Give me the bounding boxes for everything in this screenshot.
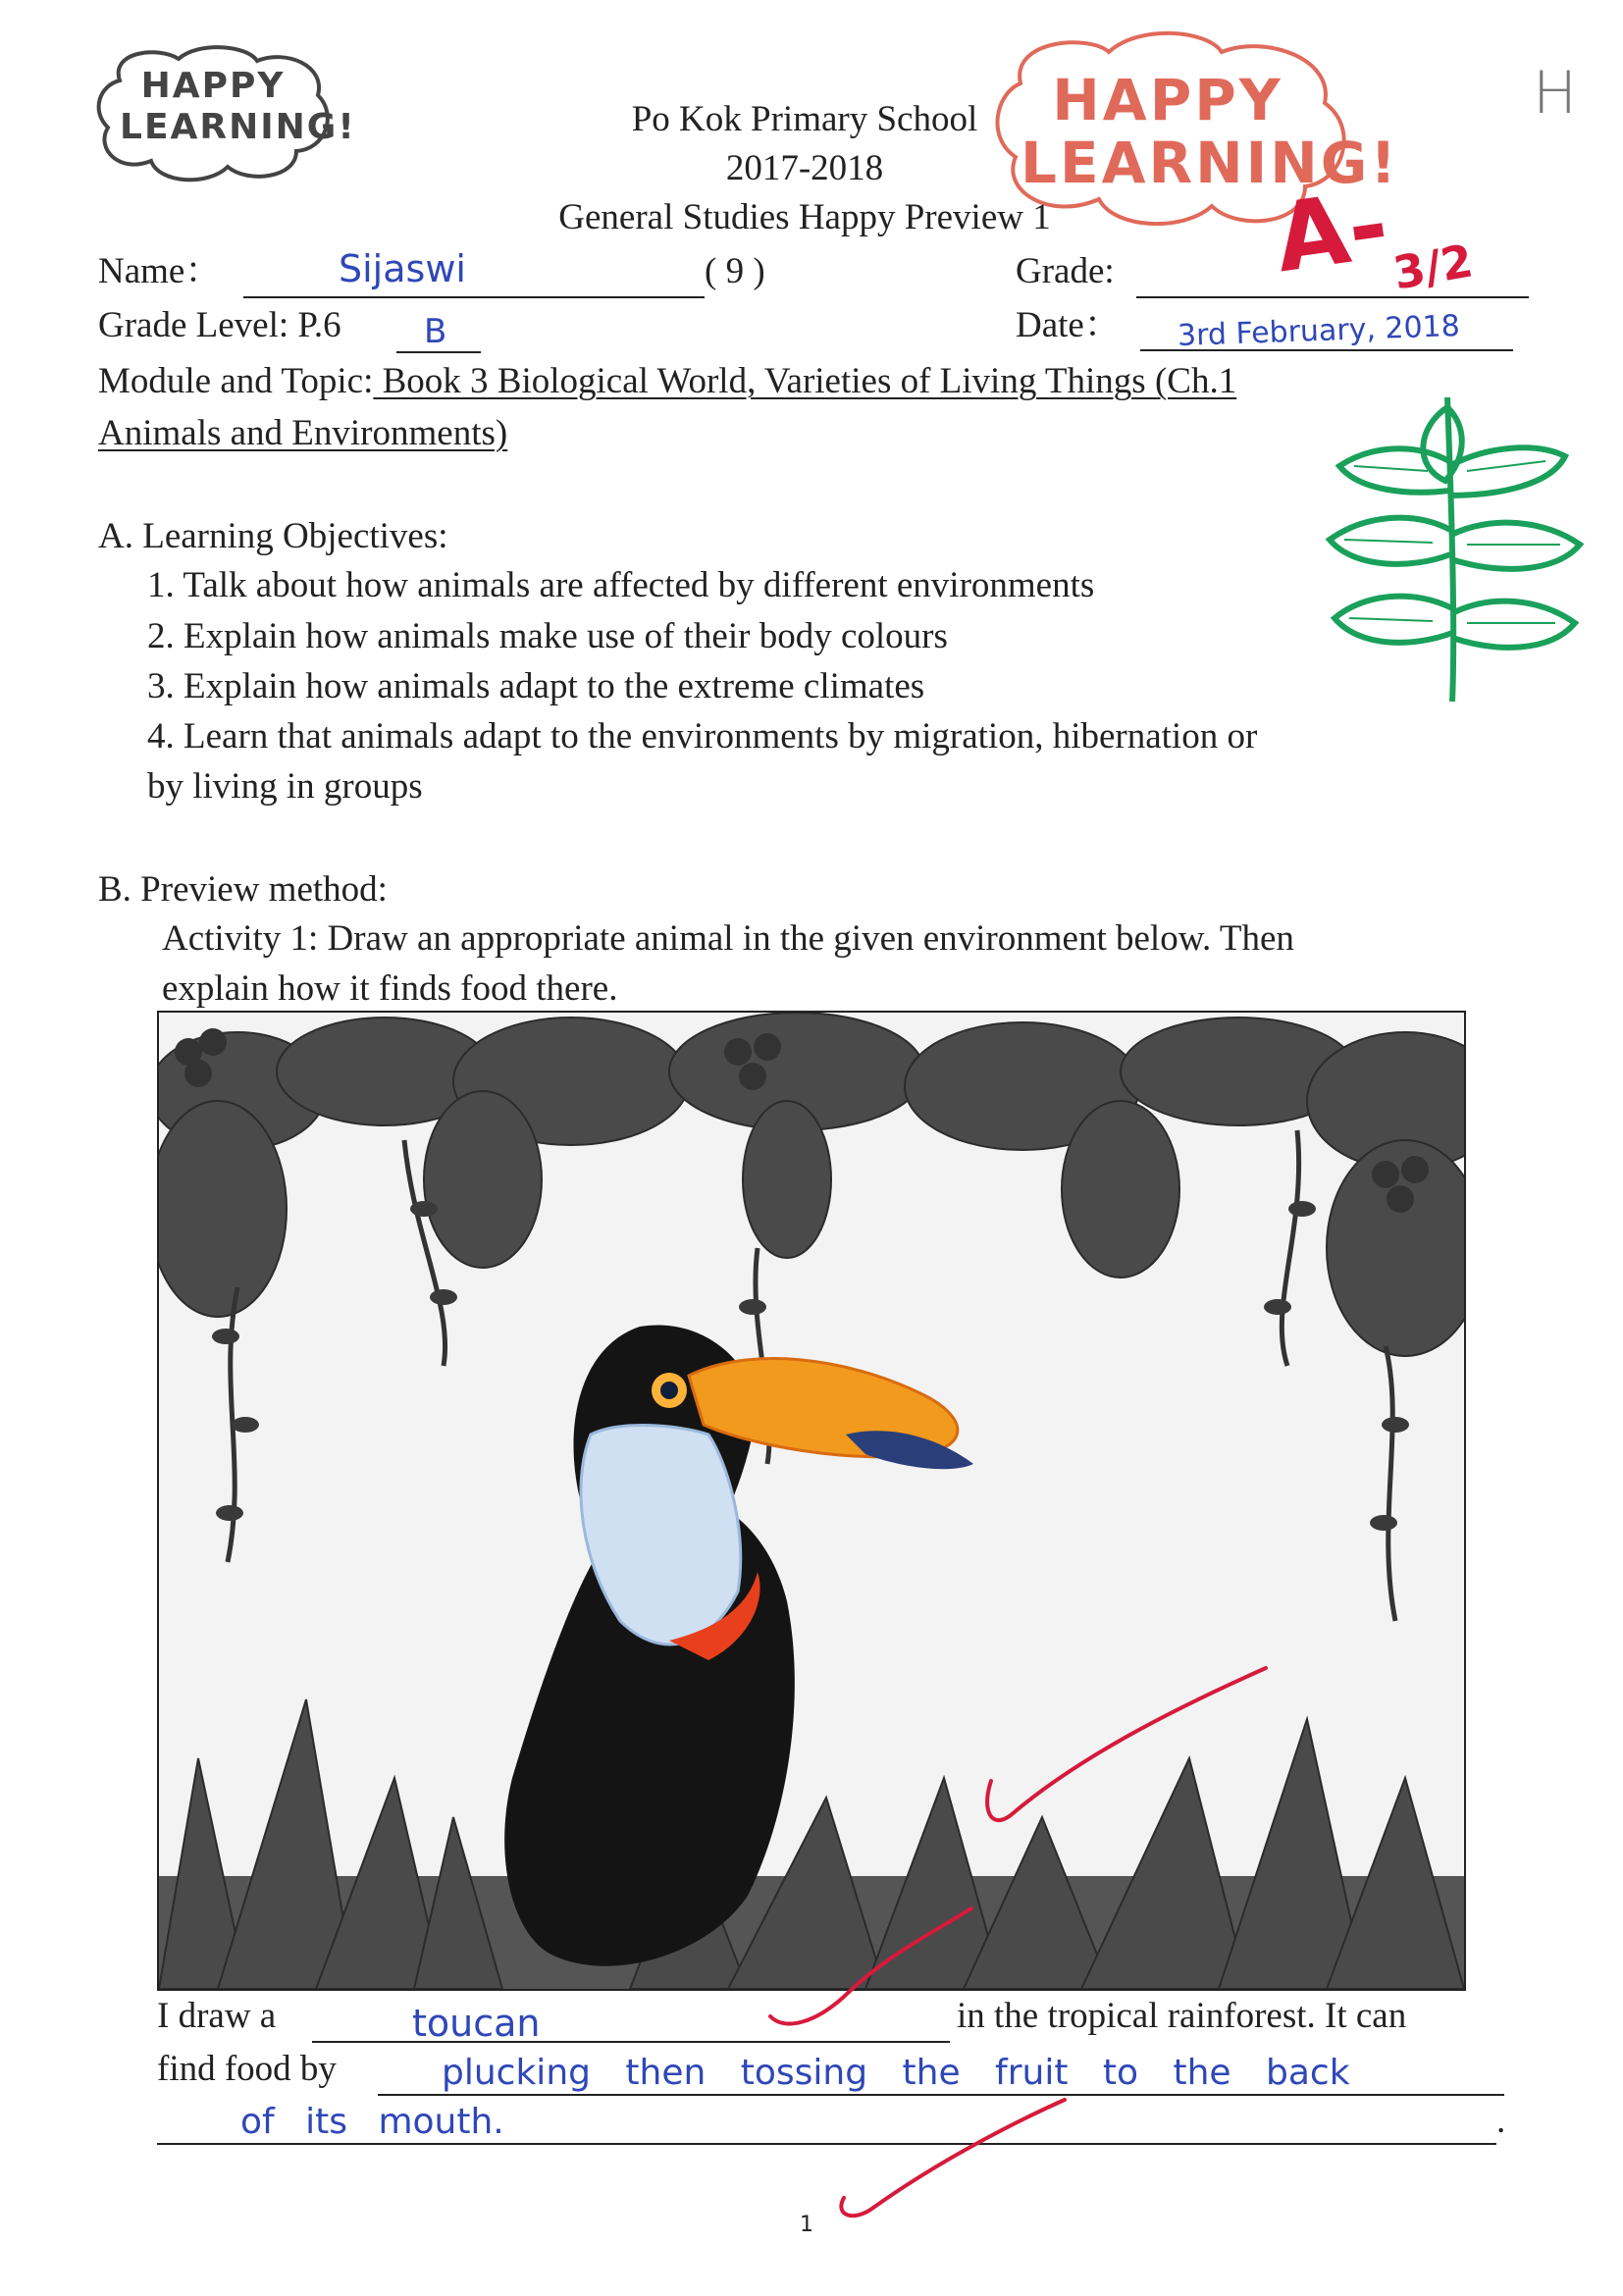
grade-level-value: B — [424, 312, 447, 351]
activity-1-line1: Activity 1: Draw an appropriate animal in the given environment below. Then — [162, 918, 1294, 959]
grade-value: A- — [1268, 169, 1395, 294]
class-number: ( 9 ) — [705, 251, 765, 291]
objective-3: 3. Explain how animals adapt to the extreme climates — [147, 666, 925, 706]
learning-objectives-heading: A. Learning Objectives: — [98, 516, 448, 556]
name-value: Sijaswi — [339, 247, 466, 290]
preview-method-heading: B. Preview method: — [98, 869, 388, 910]
answer-end-period: . — [1496, 2101, 1506, 2141]
logo-left-text: HAPPY LEARNING! — [120, 66, 356, 147]
objective-4-continued: by living in groups — [147, 766, 423, 807]
objective-2: 2. Explain how animals make use of their body colours — [147, 616, 948, 656]
animal-answer: toucan — [412, 2002, 541, 2045]
objective-4: 4. Learn that animals adapt to the environments by migration, hibernation or — [147, 716, 1258, 757]
module-topic-text: Book 3 Biological World, Varieties of Living Things (Ch.1 — [373, 361, 1237, 401]
worksheet-title: General Studies Happy Preview 1 — [558, 197, 1051, 237]
answer-prefix: I draw a — [157, 1996, 277, 2036]
grade-level-label: Grade Level: P.6 — [98, 305, 341, 345]
objective-1: 1. Talk about how animals are affected by different environments — [147, 565, 1095, 605]
grade-note: 3/2 — [1388, 234, 1477, 300]
module-topic-line2: Animals and Environments) — [98, 413, 508, 453]
page-number: 1 — [800, 2213, 813, 2237]
school-year: 2017-2018 — [725, 148, 884, 188]
food-answer-line1: plucking then tossing the fruit to the back — [442, 2053, 1350, 2093]
school-name: Po Kok Primary School — [631, 99, 978, 139]
answer-line2-prefix: find food by — [157, 2049, 337, 2089]
activity-1-line2: explain how it finds food there. — [162, 968, 618, 1009]
date-value: 3rd February, 2018 — [1177, 308, 1461, 354]
corner-mark: H — [1533, 59, 1578, 128]
module-label: Module and Topic: — [98, 361, 374, 401]
date-label: Date： — [1016, 305, 1121, 345]
name-label: Name： — [98, 251, 222, 291]
food-answer-line2: of its mouth. — [240, 2102, 504, 2142]
grade-label: Grade: — [1016, 251, 1115, 291]
stamp-right-text: HAPPY LEARNING! — [1021, 67, 1399, 196]
answer-suffix: in the tropical rainforest. It can — [957, 1996, 1407, 2036]
